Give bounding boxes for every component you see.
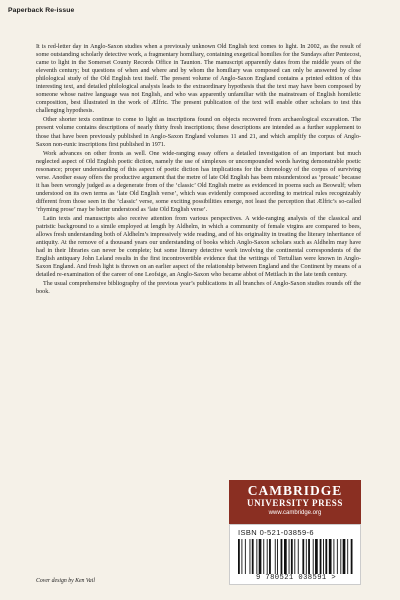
barcode-panel — [229, 524, 361, 585]
isbn-label: ISBN 0-521-03859-6 — [238, 528, 314, 537]
blurb-paragraph: The usual comprehensive bibliography of the previous year’s publications in all branches of Anglo-Saxon studies rounds off the book. — [36, 281, 361, 296]
publisher-name-line2: UNIVERSITY PRESS — [246, 498, 344, 508]
cover-credit: Cover design by Ken Vail — [36, 578, 95, 584]
publisher-url: www.cambridge.org — [268, 510, 322, 516]
blurb-paragraph: Work advances on other fronts as well. One wide-ranging essay offers a detailed investigation of an important but much neglected aspect of Old English poetic diction, namely the use of simplexes or uncompounded words having demonstrable poetic resonance; proper understanding of this aspect of poetic diction has implications for the chronology of the corpus of surviving verse. Another essay offers the productive argument that the metre of late Old English has been misunderstood as ‘prosaic’ because it has been wrongly judged as a degenerate from of the ‘classic’ Old English metre as evidenced in poems such as Beowulf; when understood on its own terms as ‘late Old English verse’, which was evidently composed according to metrical rules recognizably different from those seen in the ‘classic’ verse, some exciting possibilities emerge, not least the perception that Ælfric’s so-called ‘rhyming prose’ may be better understood as ‘late Old English verse’. — [36, 150, 361, 213]
barcode-icon — [238, 539, 353, 574]
publisher-name-line1: CAMBRIDGE — [247, 483, 343, 498]
blurb-paragraph: Other shorter texts continue to come to light as inscriptions found on objects recovered from archaeological excavation. The present volume contains descriptions of nearly thirty fresh inscriptions; these descriptions are intended as a further supplement to those that have been previously published in Anglo-Saxon England volumes 11 and 21, and which amplify the corpus of Anglo-Saxon non-runic inscriptions first published in 1971. — [36, 117, 361, 148]
blurb-paragraph: It is red-letter day in Anglo-Saxon studies when a previously unknown Old English text comes to light. In 2002, as the result of some outstanding scholarly detective work, a fragmentary homiliary, containing exegetical homilies for the Sundays after Pentecost, came to light in the Somerset County Records Office in Taunton. The manuscript apparently dates from the middle years of the eleventh century; but questions of when and where and by whom the homiliary was composed can only be answered by close philological study of the Old English text itself. The present volume of Anglo-Saxon England contains a printed edition of this interesting text, and detailed philological analysis leads to the extraordinary hypothesis that the text may have been composed by someone whose native language was not English, and who was apparently unfamiliar with the mainstream of English homiletic composition, best illustrated in the work of Ælfric. The present publication of the text will enable other scholars to test this challenging hypothesis. — [36, 44, 361, 115]
blurb-text — [36, 43, 361, 296]
blurb-paragraph: Latin texts and manuscripts also receive attention from various perspectives. A wide-ranging analysis of the classical and patristic background to a simile employed at length by Aldhelm, in which a community of female virgins are compared to bees, allows fresh understanding both of Aldhelm’s impressively wide reading, and of his originality in treating the literary inheritance of antiquity. At the remove of a thousand years our understanding of books which Anglo-Saxon scholars such as Aldhelm may have had in their libraries can never be complete; but some literary detective work involving the continental correspondents of the English antiquary John Leland results in the first incontrovertible evidence that the writings of Tertullian were known in Anglo-Saxon England. And fresh light is thrown on an earlier aspect of the relationship between England and the Continent by means of a detailed re-examination of the career of one Leofsige, an Anglo-Saxon who became abbot of Mettlach in the late tenth century. — [36, 215, 361, 279]
barcode-digits: 9 780521 038591 > — [255, 574, 337, 582]
publisher-logo — [229, 480, 361, 524]
reissue-label: Paperback Re-issue — [8, 7, 75, 14]
